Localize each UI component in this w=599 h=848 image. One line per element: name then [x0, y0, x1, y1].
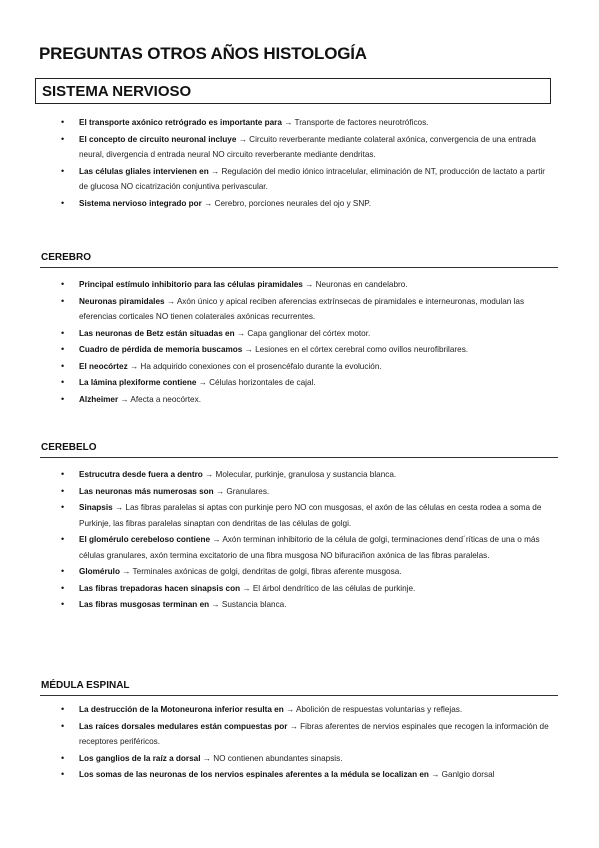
- item-lead-text: Los ganglios de la raíz a dorsal: [79, 753, 201, 763]
- list-item: [60, 196, 550, 212]
- list-item: [60, 564, 550, 580]
- list-item: [60, 719, 550, 750]
- list-item: [60, 115, 550, 131]
- item-lead-text: Las neuronas de Betz están situadas en: [79, 328, 235, 338]
- item-answer-text: → Capa ganglionar del córtex motor.: [234, 328, 371, 338]
- item-answer-text: → El árbol dendrítico de las células de purkinje.: [240, 583, 416, 593]
- list-item: [60, 751, 550, 767]
- section-title-cerebelo: CEREBELO: [41, 442, 97, 453]
- list-item: [60, 532, 550, 563]
- item-answer-text: → Sustancia blanca.: [209, 600, 287, 609]
- list-item: [60, 581, 550, 597]
- item-lead-text: Principal estímulo inhibitorio para las células piramidales: [79, 280, 303, 289]
- item-lead-text: La destrucción de la Motoneurona inferior resulta en: [79, 705, 284, 714]
- item-answer-text: → Molecular, purkinje, granulosa y sustancia blanca.: [202, 470, 397, 479]
- section-box-sistema-nervioso: [35, 78, 551, 104]
- list-item: [60, 132, 550, 163]
- item-answer-text: → Ganlgio dorsal: [428, 770, 495, 779]
- list-item: [60, 359, 550, 375]
- item-lead-text: La lámina plexiforme contiene: [79, 378, 197, 387]
- item-lead-text: Glomérulo: [79, 567, 120, 576]
- section-divider-medula-espinal: [40, 695, 558, 696]
- item-lead-text: El neocórtez: [79, 361, 128, 371]
- item-lead-text: El glomérulo cerebeloso contiene: [79, 535, 211, 544]
- item-answer-text: → Regulación del medio iónico intracelular, eliminación de NT, producción de lactato a partir de glucosa NO cicatrización conjuntiva perivascular.: [79, 166, 546, 191]
- list-item: [60, 467, 550, 483]
- item-answer-text: → Afecta a neocórtex.: [118, 394, 201, 404]
- section-title-cerebro: CEREBRO: [41, 252, 92, 263]
- item-answer-text: → Células horizontales de cajal.: [196, 378, 316, 387]
- item-lead-text: Las células gliales intervienen en: [79, 166, 209, 176]
- list-item: [60, 702, 550, 718]
- item-answer-text: → Neuronas en candelabro.: [302, 280, 408, 289]
- list-item: [60, 326, 550, 342]
- item-lead-text: Estrucutra desde fuera a dentro: [79, 470, 203, 479]
- item-answer-text: → NO contienen abundantes sinapsis.: [200, 753, 343, 763]
- list-item: [60, 484, 550, 500]
- list-item: [60, 342, 550, 358]
- item-lead-text: Cuadro de pérdida de memoria buscamos: [79, 345, 243, 354]
- list-item: [60, 294, 550, 325]
- item-answer-text: → Fibras aferentes de nervios espinales que recogen la información de receptores periféricos.: [79, 721, 549, 746]
- list-cerebro: [60, 277, 550, 408]
- list-item: [60, 767, 550, 783]
- list-item: [60, 500, 550, 531]
- item-answer-text: → Circuito reverberante mediante colateral axónica, convergencia de una entrada neural, divergencia d entrada neural NO circuito reverberante mediante dendritas.: [79, 134, 536, 159]
- list-item: [60, 164, 550, 195]
- item-lead-text: Las fibras musgosas terminan en: [79, 600, 210, 609]
- item-lead-text: Sinapsis: [79, 503, 113, 512]
- item-lead-text: Sistema nervioso integrado por: [79, 198, 202, 208]
- item-answer-text: → Las fibras paralelas si aptas con purkinje pero NO con musgosas, el axón de las células en cesta rodea a soma de Purkinje, las fibras paralelas sinaptan con dendritas de las células de golgi.: [79, 503, 542, 528]
- item-answer-text: → Axón único y apical reciben aferencias extrínsecas de piramidales e interneuronas, modulan las eferencias corticales NO tienen colaterales axónicas recurrentes.: [79, 296, 525, 321]
- item-lead-text: Las fibras trepadoras hacen sinapsis con: [79, 583, 241, 593]
- item-lead-text: Las raíces dorsales medulares están compuestas por: [79, 721, 288, 731]
- list-item: [60, 597, 550, 613]
- list-medula-espinal: [60, 702, 550, 784]
- item-answer-text: → Transporte de factores neurotróficos.: [281, 118, 429, 127]
- item-lead-text: Los somas de las neuronas de los nervios espinales aferentes a la médula se localizan en: [79, 770, 429, 779]
- item-answer-text: → Terminales axónicas de golgi, dendritas de golgi, fibras aferente musgosa.: [119, 567, 402, 576]
- list-sistema-nervioso: [60, 115, 550, 212]
- item-answer-text: → Abolición de respuestas voluntarias y reflejas.: [283, 705, 463, 714]
- item-answer-text: → Axón terminan inhibitorio de la célula de golgi, terminaciones dend´ríticas de una o más células granulares, axón termina excitatorio de una fibra musgosa NO bifuraciñon axónica de las fibras paralelas.: [79, 535, 540, 560]
- section-divider-cerebro: [40, 267, 558, 268]
- item-lead-text: El transporte axónico retrógrado es importante para: [79, 118, 282, 127]
- list-item: [60, 277, 550, 293]
- section-divider-cerebelo: [40, 457, 558, 458]
- list-cerebelo: [60, 467, 550, 614]
- section-title-medula-espinal: MÉDULA ESPINAL: [41, 680, 130, 691]
- item-answer-text: → Ha adquirido conexiones con el prosencéfalo durante la evolución.: [127, 361, 382, 371]
- item-answer-text: → Cerebro, porciones neurales del ojo y SNP.: [201, 198, 371, 208]
- item-lead-text: Neuronas piramidales: [79, 296, 165, 306]
- document-title: PREGUNTAS OTROS AÑOS HISTOLOGÍA: [39, 44, 367, 63]
- item-lead-text: Alzheimer: [79, 394, 119, 404]
- list-item: [60, 375, 550, 391]
- section-title-sistema-nervioso: SISTEMA NERVIOSO: [42, 83, 192, 100]
- list-item: [60, 392, 550, 408]
- item-answer-text: → Lesiones en el córtex cerebral como ovillos neurofibrilares.: [242, 345, 469, 354]
- item-lead-text: Las neuronas más numerosas son: [79, 486, 214, 496]
- item-lead-text: El concepto de circuito neuronal incluye: [79, 134, 237, 144]
- item-answer-text: → Granulares.: [213, 486, 270, 496]
